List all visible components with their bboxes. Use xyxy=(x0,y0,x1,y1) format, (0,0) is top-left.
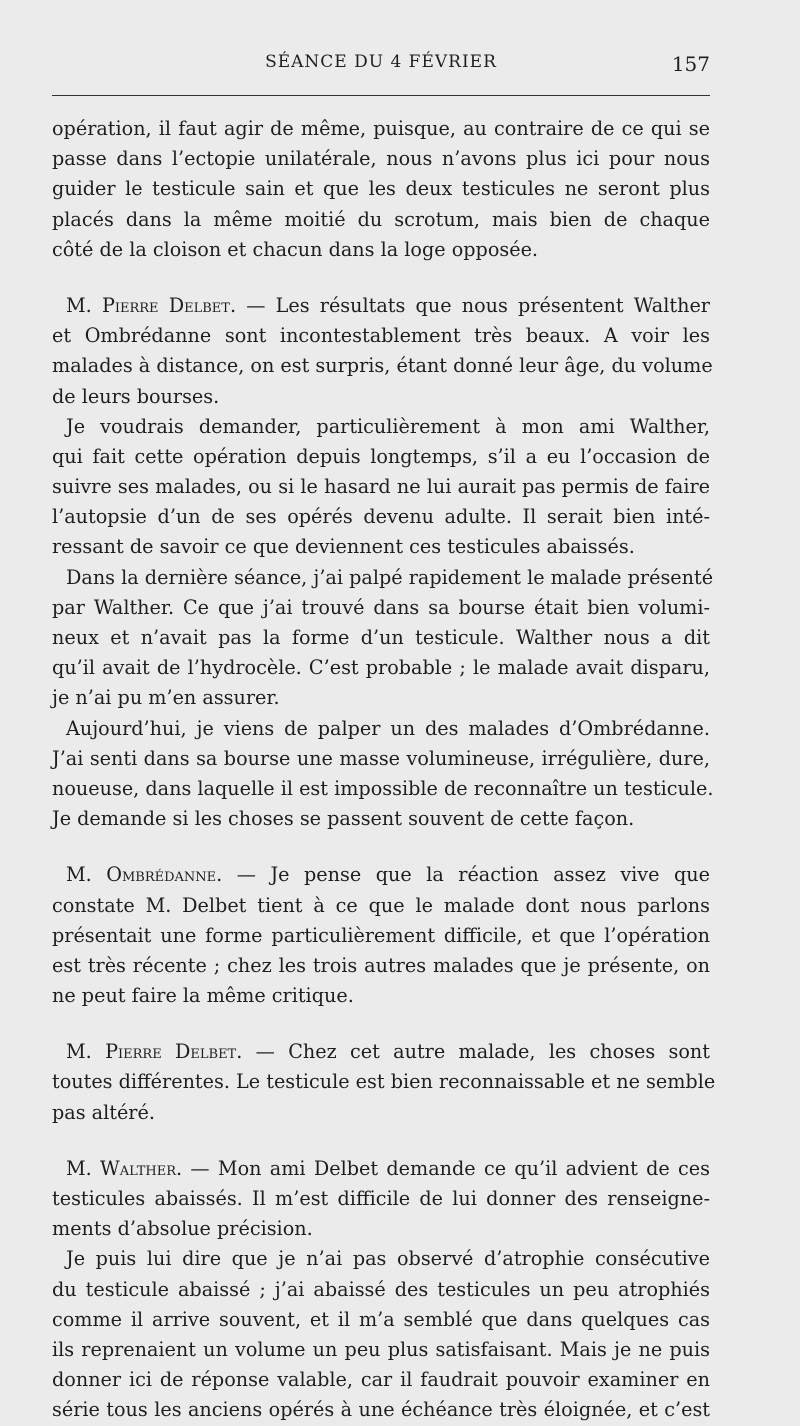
paragraph-gap xyxy=(52,1011,710,1037)
paragraph-gap xyxy=(52,1128,710,1154)
text-line: passe dans l’ectopie unilatérale, nous n’avons plus ici pour nous xyxy=(52,147,710,171)
text-line: ments d’absolue précision. xyxy=(52,1217,313,1241)
text-line: de leurs bourses. xyxy=(52,384,220,408)
text-line: je n’ai pu m’en assurer. xyxy=(52,686,280,710)
text-line: l’autopsie d’un de ses opérés devenu adulte. Il serait bien inté- xyxy=(52,505,710,529)
text-line: Dans la dernière séance, j’ai palpé rapidement le malade présenté xyxy=(66,565,714,589)
text-line: malades à distance, on est surpris, étant donné leur âge, du volume xyxy=(52,354,713,378)
text-line: qu’il avait de l’hydrocèle. C’est probable ; le malade avait disparu, xyxy=(52,656,710,680)
text-line: J’ai senti dans sa bourse une masse volumineuse, irrégulière, dure, xyxy=(52,746,710,770)
text-line: donner ici de réponse valable, car il faudrait pouvoir examiner en xyxy=(52,1368,710,1392)
text-line: côté de la cloison et chacun dans la loge opposée. xyxy=(52,237,539,261)
speaker-line xyxy=(52,291,710,321)
paragraph xyxy=(52,291,713,412)
page-body xyxy=(52,114,716,1426)
speaker-line xyxy=(52,1154,710,1184)
text-line: comme il arrive souvent, et il m’a semblé que dans quelques cas xyxy=(52,1307,710,1331)
paragraph xyxy=(52,860,710,1011)
text-line: présentait une forme particulièrement difficile, et que l’opération xyxy=(52,923,710,947)
text-line: Je puis lui dire que je n’ai pas observé d’atrophie consécutive xyxy=(66,1247,710,1271)
text-line: testicules abaissés. Il m’est difficile de lui donner des renseigne- xyxy=(52,1187,710,1210)
text-line: ils reprenaient un volume un peu plus satisfaisant. Mais je ne puis xyxy=(52,1337,710,1361)
text-line: Aujourd’hui, je viens de palper un des malades d’Ombrédanne. xyxy=(66,716,710,740)
text-line: noueuse, dans laquelle il est impossible de reconnaître un testicule. xyxy=(52,776,714,800)
page-number: 157 xyxy=(671,52,710,76)
speaker-name: M. Ombrédanne. xyxy=(66,863,223,887)
speaker-name: M. Pierre Delbet. xyxy=(66,1040,243,1064)
text-line: est très récente ; chez les trois autres malades que je présente, on xyxy=(52,953,710,977)
paragraph xyxy=(52,563,714,714)
paragraph xyxy=(52,1037,716,1128)
text-line: placés dans la même moitié du scrotum, mais bien de chaque xyxy=(52,207,710,231)
text-line: neux et n’avait pas la forme d’un testicule. Walther nous a dit xyxy=(52,626,710,649)
paragraph xyxy=(52,1154,710,1245)
speaker-line xyxy=(52,860,710,890)
text-line: ne peut faire la même critique. xyxy=(52,984,354,1008)
text-line: et Ombrédanne sont incontestablement très beaux. A voir les xyxy=(52,324,710,348)
speaker-line-text: — Mon ami Delbet demande ce qu’il advient de ces xyxy=(182,1156,710,1180)
text-line: constate M. Delbet tient à ce que le malade dont nous parlons xyxy=(52,893,710,917)
paragraph xyxy=(52,714,714,835)
text-line: par Walther. Ce que j’ai trouvé dans sa bourse était bien volumi- xyxy=(52,595,710,619)
paragraph-gap xyxy=(52,834,710,860)
text-line: guider le testicule sain et que les deux testicules ne seront plus xyxy=(52,177,710,201)
text-line: Je voudrais demander, particulièrement à mon ami Walther, xyxy=(66,414,710,438)
text-line: ressant de savoir ce que deviennent ces testicules abaissés. xyxy=(52,535,635,559)
page-header xyxy=(52,52,710,78)
text-line: du testicule abaissé ; j’ai abaissé des testicules un peu atrophiés xyxy=(52,1277,710,1301)
speaker-line-text: — Les résultats que nous présentent Walther xyxy=(236,293,710,317)
paragraph xyxy=(52,114,710,265)
speaker-line-text: — Je pense que la réaction assez vive que xyxy=(222,863,710,887)
speaker-line xyxy=(52,1037,710,1067)
text-line: Je demande si les choses se passent souvent de cette façon. xyxy=(52,807,635,831)
header-rule xyxy=(52,95,710,96)
speaker-line-text: — Chez cet autre malade, les choses sont xyxy=(242,1040,710,1064)
paragraph xyxy=(52,1244,710,1425)
text-line: opération, il faut agir de même, puisque, au contraire de ce qui se xyxy=(52,117,710,140)
paragraph-gap xyxy=(52,265,710,291)
text-line: toutes différentes. Le testicule est bien reconnaissable et ne semble xyxy=(52,1070,716,1094)
text-line: suivre ses malades, ou si le hasard ne lui aurait pas permis de faire xyxy=(52,475,710,499)
running-title: SÉANCE DU 4 FÉVRIER xyxy=(265,52,497,72)
speaker-name: M. Walther. xyxy=(66,1156,183,1180)
paragraph xyxy=(52,412,710,563)
text-line: série tous les anciens opérés à une échéance très éloignée, et c’est xyxy=(52,1398,710,1422)
text-line: qui fait cette opération depuis longtemps, s’il a eu l’occasion de xyxy=(52,444,710,468)
text-line: pas altéré. xyxy=(52,1100,155,1124)
speaker-name: M. Pierre Delbet. xyxy=(66,293,237,317)
